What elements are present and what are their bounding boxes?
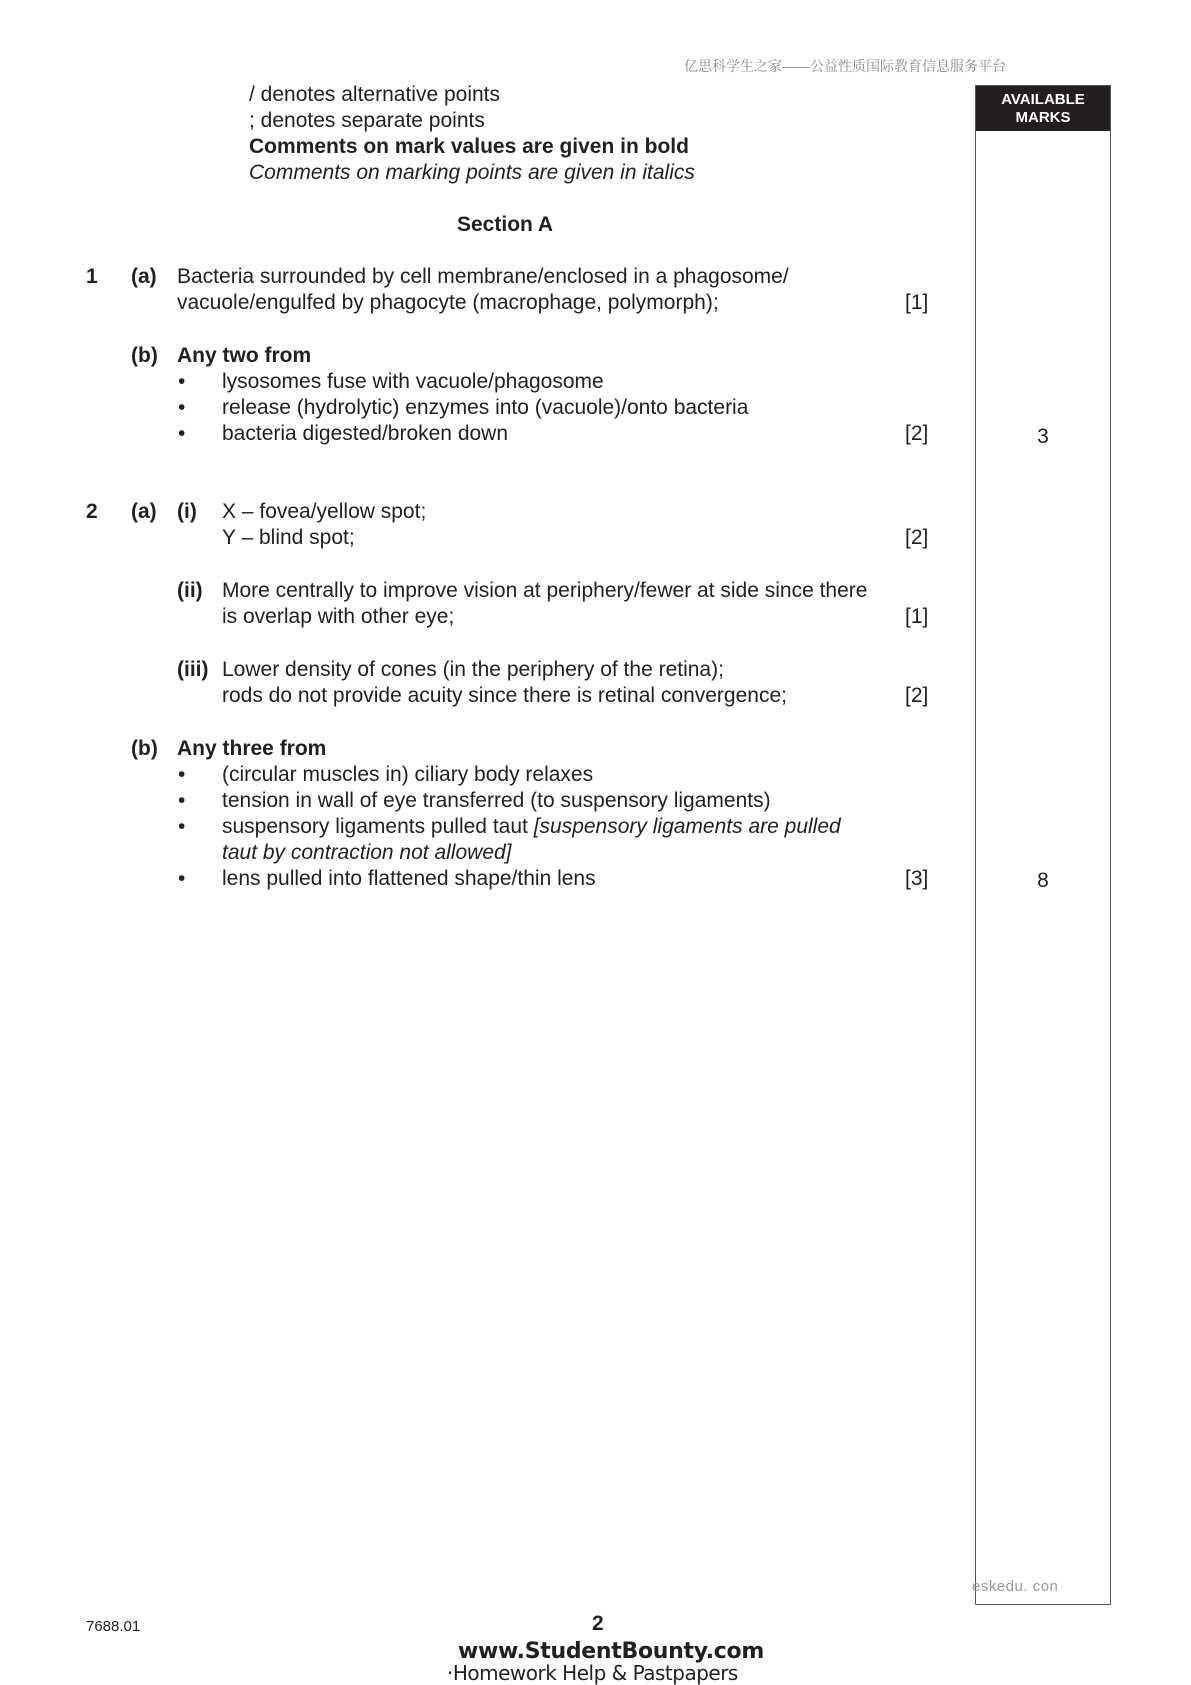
q1b-bullet-2: release (hydrolytic) enzymes into (vacuole)/onto bacteria <box>222 396 749 419</box>
q1-part-b-label: (b) <box>131 344 158 367</box>
q1b-intro: Any two from <box>177 344 312 367</box>
q2a-ii-line1: More centrally to improve vision at periphery/fewer at side since there <box>222 579 868 602</box>
q1-total-marks: 3 <box>1037 425 1049 448</box>
q2a-iii-line1: Lower density of cones (in the periphery of the retina); <box>222 658 724 681</box>
paper-code: 7688.01 <box>86 1618 141 1635</box>
bullet: • <box>178 789 186 812</box>
q2a-iii-mark: [2] <box>905 684 929 707</box>
question-number-1: 1 <box>86 265 98 288</box>
marks-heading-line2: MARKS <box>1015 109 1071 126</box>
q1b-mark: [2] <box>905 422 929 445</box>
section-title: Section A <box>457 213 554 236</box>
bullet: • <box>178 370 186 393</box>
q2b-mark: [3] <box>905 867 929 890</box>
marks-heading-line1: AVAILABLE <box>1001 91 1085 108</box>
q2a-i-mark: [2] <box>905 526 929 549</box>
studentbounty-logo-tagline: ·Homework Help & Pastpapers <box>447 1661 738 1685</box>
convention-separate: ; denotes separate points <box>249 109 485 132</box>
convention-alternative: / denotes alternative points <box>249 83 500 106</box>
q2b-bullet-1: (circular muscles in) ciliary body relaxes <box>222 763 594 786</box>
q2a-iii-label: (iii) <box>177 658 209 681</box>
q2a-iii-line2: rods do not provide acuity since there is retinal convergence; <box>222 684 787 707</box>
page-number: 2 <box>592 1612 604 1635</box>
q2a-ii-line2: is overlap with other eye; <box>222 605 455 628</box>
bullet: • <box>178 422 186 445</box>
q2b-bullet-3-note-line1: [suspensory ligaments are pulled <box>533 815 841 838</box>
watermark-text: eskedu. con <box>972 1578 1059 1595</box>
q2a-i-line2: Y – blind spot; <box>222 526 355 549</box>
q2b-bullet-3-main: suspensory ligaments pulled taut <box>222 815 534 838</box>
convention-bold-note: Comments on mark values are given in bold <box>249 135 689 158</box>
bullet: • <box>178 815 186 838</box>
q2-total-marks: 8 <box>1037 869 1049 892</box>
platform-header: 亿思科学生之家——公益性质国际教育信息服务平台 <box>684 58 1006 74</box>
q1-part-a-label: (a) <box>131 265 157 288</box>
available-marks-column <box>975 85 1111 1605</box>
bullet: • <box>178 867 186 890</box>
bullet: • <box>178 396 186 419</box>
available-marks-heading <box>976 86 1110 131</box>
q2b-intro: Any three from <box>177 737 327 760</box>
q2a-ii-label: (ii) <box>177 579 203 602</box>
q2a-i-label: (i) <box>177 500 197 523</box>
q2b-bullet-3 <box>222 814 841 840</box>
q2b-bullet-3-note-line2: taut by contraction not allowed] <box>222 841 512 864</box>
q2b-bullet-2: tension in wall of eye transferred (to suspensory ligaments) <box>222 789 771 812</box>
q2-part-a-label: (a) <box>131 500 157 523</box>
q1a-answer-line1: Bacteria surrounded by cell membrane/enclosed in a phagosome/ <box>177 265 789 288</box>
q2a-i-line1: X – fovea/yellow spot; <box>222 500 427 523</box>
convention-italic-note: Comments on marking points are given in italics <box>249 161 695 184</box>
q1b-bullet-1: lysosomes fuse with vacuole/phagosome <box>222 370 604 393</box>
q2a-ii-mark: [1] <box>905 605 929 628</box>
q2-part-b-label: (b) <box>131 737 158 760</box>
q1b-bullet-3: bacteria digested/broken down <box>222 422 509 445</box>
question-number-2: 2 <box>86 500 98 523</box>
q2b-bullet-4: lens pulled into flattened shape/thin lens <box>222 867 596 890</box>
q1a-answer-line2: vacuole/engulfed by phagocyte (macrophage, polymorph); <box>177 291 719 314</box>
studentbounty-logo-url: www.StudentBounty.com <box>458 1639 764 1664</box>
bullet: • <box>178 763 186 786</box>
q1a-mark: [1] <box>905 291 929 314</box>
